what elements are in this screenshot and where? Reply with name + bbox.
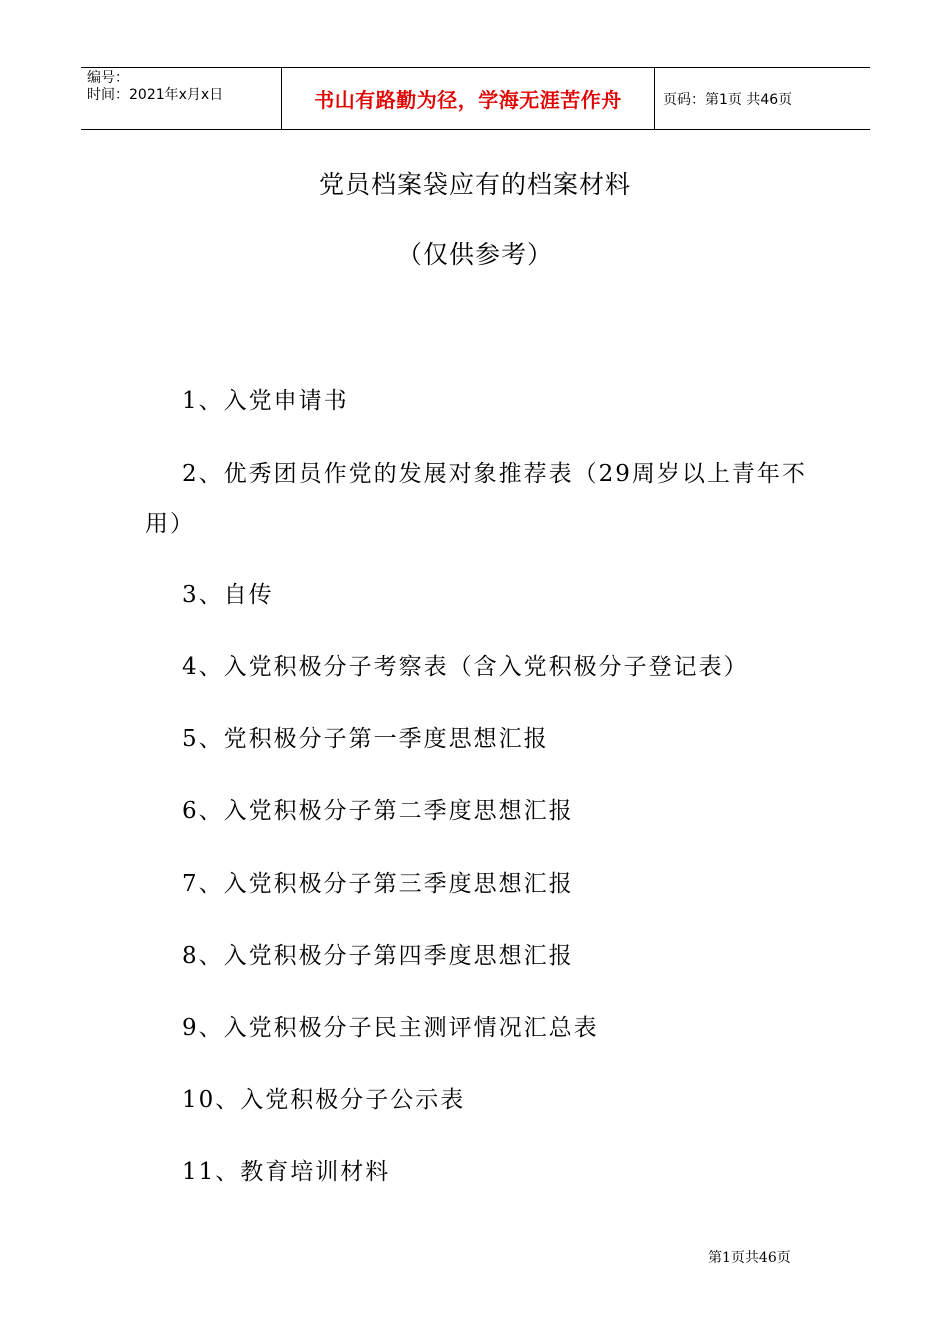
- list-item: 10、入党积极分子公示表: [182, 1087, 466, 1113]
- header-time-label: 时间：2021年x月x日: [87, 87, 224, 103]
- list-item: 1、入党申请书: [182, 388, 349, 414]
- page-header: [81, 67, 870, 130]
- header-meta: [81, 68, 281, 129]
- list-item: 11、教育培训材料: [182, 1159, 391, 1185]
- list-item: 4、入党积极分子考察表（含入党积极分子登记表）: [182, 654, 749, 680]
- list-item: 5、党积极分子第一季度思想汇报: [182, 726, 549, 752]
- page-footer: 第1页共46页: [708, 1250, 791, 1266]
- list-item: 6、入党积极分子第二季度思想汇报: [182, 798, 574, 824]
- header-motto: 书山有路勤为径，学海无涯苦作舟: [281, 68, 655, 129]
- header-page-info: 页码：第1页 共46页: [663, 91, 793, 108]
- header-code-label: 编号：: [87, 70, 129, 86]
- list-item: 2、优秀团员作党的发展对象推荐表（29周岁以上青年不: [182, 461, 807, 487]
- list-item: 3、自传: [182, 582, 274, 608]
- list-item: 9、入党积极分子民主测评情况汇总表: [182, 1015, 599, 1041]
- list-item: 7、入党积极分子第三季度思想汇报: [182, 871, 574, 897]
- list-item: 8、入党积极分子第四季度思想汇报: [182, 943, 574, 969]
- document-title: 党员档案袋应有的档案材料: [318, 170, 631, 199]
- document-subtitle: （仅供参考）: [396, 240, 553, 269]
- list-item-continuation: 用）: [145, 511, 195, 537]
